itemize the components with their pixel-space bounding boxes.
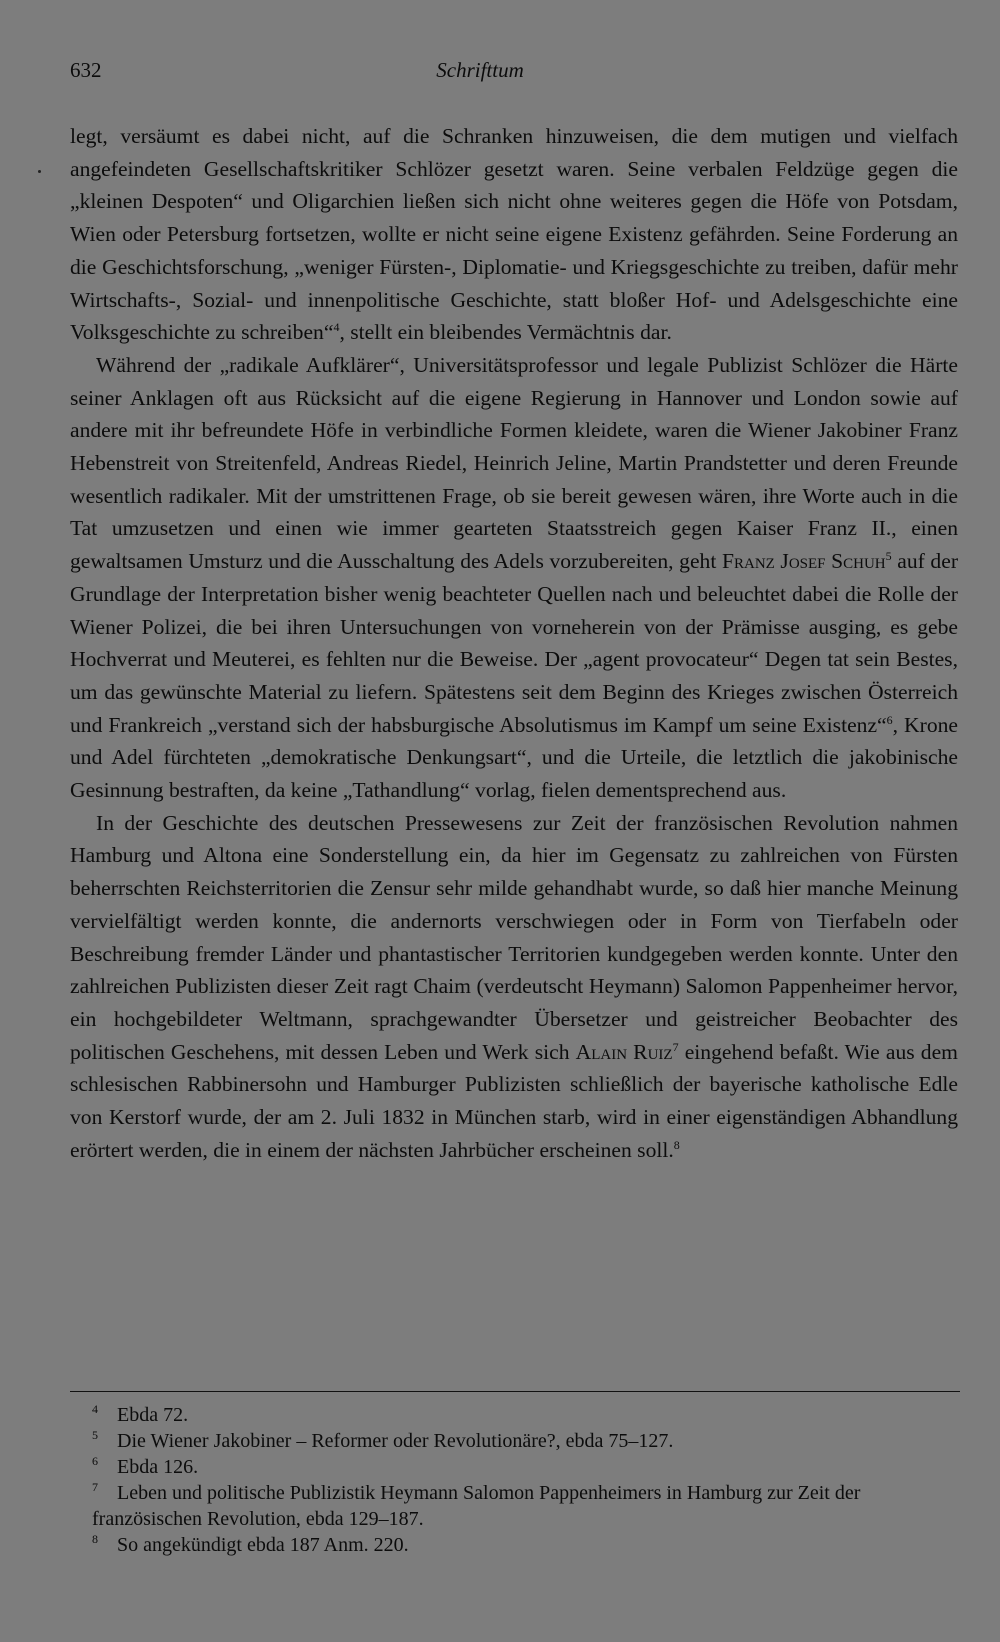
footnote-reference: 7: [672, 1039, 679, 1054]
footnote: 4 Ebda 72.: [92, 1402, 189, 1426]
paragraph-text: legt, versäumt es dabei nicht, auf die Schranken hinzuweisen, die dem mutigen und vielfach angefeindeten Gesellschaftskritiker Schlözer gesetzt waren. Seine verbalen Feldzüge gegen die „kleinen Despoten“ und Oligarchien ließen sich nicht ohne weiteres gegen die Höfe von Potsdam, Wien oder Petersburg fortsetzen, wollte er nicht seine eigene Existenz gefährden. Seine Forderung an die Geschichtsforschung, „weniger Fürsten-, Diplomatie- und Kriegsgeschichte zu treiben, dafür mehr Wirtschafts-, Sozial- und innenpolitische Geschichte, statt bloßer Hof- und Adelsgeschichte eine Volksgeschichte zu schreiben“: [70, 124, 958, 345]
footnote-reference: 6: [886, 712, 893, 727]
paragraph-text: eingehend befaßt. Wie aus dem schlesischen Rabbinersohn und Hamburger Publizisten schließlich der bayerische katholische Edle von Kerstorf wurde, der am 2. Juli 1832 in München starb, wird in einer eigenständigen Abhandlung erörtert werden, die in einem der nächsten Jahrbücher erscheinen soll.: [70, 1039, 958, 1162]
footnote-text: So angekündigt ebda 187 Anm. 220.: [117, 1534, 409, 1556]
page-number: 632: [70, 58, 102, 82]
footnote: 6 Ebda 126.: [92, 1454, 199, 1478]
footnote-text: Ebda 126.: [117, 1456, 199, 1478]
footnote-text: Ebda 72.: [117, 1404, 189, 1426]
paragraph-text: , Krone und Adel fürchteten „demokratische Denkungsart“, und die Urteile, die letztlich die jakobinische Gesinnung bestraften, da keine „Tathandlung“ vorlag, fielen dementsprechend aus.: [70, 712, 959, 803]
running-title: Schrifttum: [436, 58, 524, 82]
footnote-reference: 4: [333, 320, 340, 335]
body-text: [70, 120, 958, 1167]
paragraph-text: Während der „radikale Aufklärer“, Universitätsprofessor und legale Publizist Schlözer die Härte seiner Anklagen oft aus Rücksicht auf die eigene Regierung in Hannover und London sowie auf andere mit ihr befreundete Höfe in verbindliche Formen kleidete, waren die Wiener Jakobiner Franz Hebenstreit von Streitenfeld, Andreas Riedel, Heinrich Jeline, Martin Prandstetter und deren Freunde wesentlich radikaler. Mit der umstrittenen Frage, ob sie bereit gewesen wären, ihre Worte auch in die Tat umzusetzen und einen wie immer gearteten Staatsstreich gegen Kaiser Franz II., einen gewaltsamen Umsturz und die Ausschaltung des Adels vorzubereiten, geht: [70, 352, 958, 574]
paragraph-text: In der Geschichte des deutschen Pressewesens zur Zeit der französischen Revolution nahmen Hamburg und Altona eine Sonderstellung ein, da hier im Gegensatz zu zahlreichen von Fürsten beherrschten Reichsterritorien die Zensur sehr milde gehandhabt wurde, so daß hier manche Meinung vervielfältigt werden konnte, die andernorts verschwiegen oder in Form von Tierfabeln oder Beschreibung fremder Länder und phantastischer Territorien kundgegeben werden konnte. Unter den zahlreichen Publizisten dieser Zeit ragt Chaim (verdeutscht Heymann) Salomon Pappenheimer hervor, ein hochgebildeter Weltmann, sprachgewandter Übersetzer und geistreicher Beobachter des politischen Geschehens, mit dessen Leben und Werk sich: [70, 810, 958, 1064]
footnote: 5 Die Wiener Jakobiner – Reformer oder Revolutionäre?, ebda 75–127.: [92, 1428, 674, 1452]
paragraph-text: , stellt ein bleibendes Vermächtnis dar.: [339, 320, 672, 345]
body-paragraph: [70, 807, 958, 1167]
author-name: Alain Ruiz: [575, 1039, 673, 1064]
author-name: Franz Josef Schuh: [721, 549, 886, 574]
scan-speck: [38, 170, 41, 173]
body-paragraph: [70, 349, 958, 807]
footnote-reference: 8: [673, 1137, 680, 1152]
page-header: [70, 58, 960, 88]
footnotes: [70, 1402, 960, 1558]
body-paragraph: [70, 120, 958, 349]
footnote-text: Leben und politische Publizistik Heymann Salomon Pappenheimers in Hamburg zur Zeit der französischen Revolution, ebda 129–187.: [92, 1482, 861, 1530]
footnote: 8 So angekündigt ebda 187 Anm. 220.: [92, 1532, 409, 1556]
paragraph-text: auf der Grundlage der Interpretation bisher wenig beachteter Quellen nach und beleuchtet dabei die Rolle der Wiener Polizei, die bei ihren Untersuchungen von vorneherein von der Prämisse ausging, es gebe Hochverrat und Meuterei, es fehlten nur die Beweise. Der „agent provocateur“ Degen tat sein Bestes, um das gewünschte Material zu liefern. Spätestens seit dem Beginn des Krieges zwischen Österreich und Frankreich „verstand sich der habsburgische Absolutismus im Kampf um seine Existenz“: [70, 549, 959, 737]
footnote-reference: 5: [885, 548, 892, 563]
footnote-text: Die Wiener Jakobiner – Reformer oder Revolutionäre?, ebda 75–127.: [117, 1430, 674, 1452]
footnote-separator: [70, 1391, 960, 1392]
footnote: 7 Leben und politische Publizistik Heymann Salomon Pappenheimers in Hamburg zur Zeit der französischen Revolution, ebda 129–187.: [92, 1480, 861, 1530]
